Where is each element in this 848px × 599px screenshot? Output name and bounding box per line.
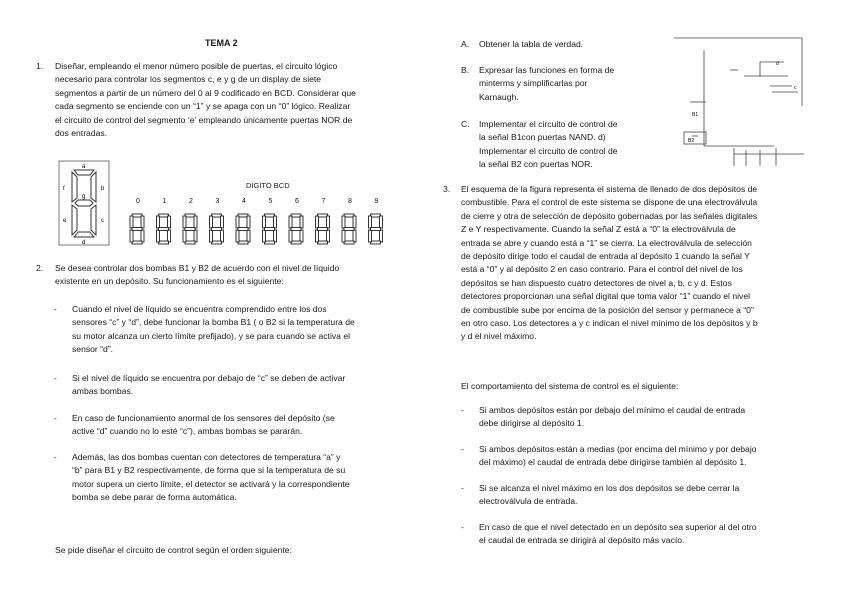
digit-segment xyxy=(221,230,224,242)
digit-segment xyxy=(141,230,144,242)
text-line: En caso de funcionamiento anormal de los sensores del depósito (se xyxy=(72,413,335,423)
digit-segment xyxy=(318,214,328,217)
exercise-3-bullet-2 xyxy=(479,443,824,470)
digit-segment xyxy=(210,216,213,228)
digit-segment xyxy=(369,230,372,242)
text-line: Si se alcanza el nivel máximo en los dos depósitos se debe cerrar la xyxy=(479,483,740,493)
text-line: de cierre y otra de selección de depósito gobernadas por las señales digitales xyxy=(461,210,758,221)
text-line: Además, las dos bombas cuentan con detectores de temperatura “a” y xyxy=(72,452,341,462)
digit-segment xyxy=(265,214,275,217)
diagram-label-d: d xyxy=(776,61,779,67)
text-line: El esquema de la figura representa el sistema de llenado de dos depósitos de xyxy=(461,184,758,194)
bullet-dash: - xyxy=(461,444,464,454)
digit-segment xyxy=(157,216,160,228)
text-line: sensores “c” y “d”, debe funcionar la bomba B1 ( o B2 si la temperatura de xyxy=(72,317,355,328)
segment-a xyxy=(74,170,94,175)
exercise-2-intro xyxy=(55,262,410,289)
bullet-dash: - xyxy=(461,483,464,493)
text-line: ambas bombas. xyxy=(72,386,134,397)
digit-label: 7 xyxy=(321,198,326,205)
digit-segment xyxy=(263,216,266,228)
digit-segment xyxy=(141,216,144,228)
segment-g xyxy=(75,200,93,206)
digit-label: 4 xyxy=(242,198,246,205)
digit-segment xyxy=(168,230,171,242)
digit-caption: DIGITO BCD xyxy=(246,181,290,190)
exercise-3-paragraph xyxy=(461,183,823,344)
digit-segment xyxy=(291,228,301,231)
text-line: del máximo) el caudal de entrada debe dirigirse también al depósito 1. xyxy=(479,457,747,468)
exercise-1-text xyxy=(55,60,410,140)
digit-segment xyxy=(327,230,330,242)
digit-segment xyxy=(159,241,169,244)
digit-label: 2 xyxy=(189,198,193,205)
text-line: Karnaugh. xyxy=(479,91,519,102)
digit-label: 6 xyxy=(295,198,299,205)
bullet-dash: - xyxy=(461,405,464,415)
digit-segment xyxy=(183,230,186,242)
text-line: Obtener la tabla de verdad. xyxy=(479,39,584,49)
digit-segment xyxy=(274,230,277,242)
digit-segment xyxy=(168,216,171,228)
bcd-digit xyxy=(157,214,171,244)
bcd-digit xyxy=(236,214,250,244)
digit-segment xyxy=(247,216,250,228)
text-line: de depósito dirige todo el caudal de entrada al depósito 1 cuando la señal Y xyxy=(461,251,750,262)
digit-segment xyxy=(265,241,275,244)
text-line: Implementar el circuito de control de xyxy=(479,145,618,156)
bullet-dash: - xyxy=(54,373,57,383)
digit-segment xyxy=(194,230,197,242)
digit-segment xyxy=(344,228,354,231)
diagram-label-b1: B1 xyxy=(692,112,699,118)
text-line: Z e Y respectivamente. Cuando la señal Z está a “0” la electroválvula de xyxy=(461,224,736,235)
digit-segment xyxy=(159,228,169,231)
exercise-3-bullet-1 xyxy=(479,404,824,431)
digit-segment xyxy=(132,228,142,231)
step-c-label: C. xyxy=(461,119,470,129)
digit-segment xyxy=(221,216,224,228)
text-line: necesario para controlar los segmentos c, e y g de un display de siete xyxy=(55,74,322,85)
text-line: en otro caso. Los detectores a y c indican el nivel mínimo de los depósitos y b xyxy=(461,318,758,329)
digit-segment xyxy=(318,228,328,231)
text-line: cada segmento se enciende con un “1” y se apaga con un “0” lógico. Realizar xyxy=(55,101,351,112)
digit-segment xyxy=(344,214,354,217)
text-line: Implementar el circuito de control de xyxy=(479,119,618,129)
digit-segment xyxy=(265,228,275,231)
digit-segment xyxy=(185,241,195,244)
digit-segment xyxy=(380,230,383,242)
seven-segment-figure xyxy=(58,160,110,246)
digit-segment xyxy=(132,214,142,217)
digit-segment xyxy=(327,216,330,228)
text-line: su motor alcanza un cierto límite prefijado), y se para cuando se activa el xyxy=(72,330,351,341)
digit-label: 5 xyxy=(268,198,273,205)
text-line: Cuando el nivel de líquido se encuentra comprendido entre los dos xyxy=(72,304,327,314)
bcd-digit xyxy=(289,214,303,244)
digit-segment xyxy=(212,214,222,217)
diagram-label-b2: B2 xyxy=(688,138,695,144)
digit-label: 0 xyxy=(136,198,140,205)
digit-segment xyxy=(238,228,248,231)
text-line: de combustible sube por encima de la posición del sensor y permanece a “0” xyxy=(461,304,754,315)
text-line: y d el nivel máximo. xyxy=(461,331,537,342)
digit-segment xyxy=(291,214,301,217)
segment-label: a xyxy=(82,164,86,170)
segment-label: b xyxy=(101,186,105,192)
text-line: detectores proporcionan una señal digital que toma valor “1” cuando el nivel xyxy=(461,291,751,302)
text-line: Se desea controlar dos bombas B1 y B2 de acuerdo con el nivel de líquido xyxy=(55,263,340,273)
digit-segment xyxy=(291,241,301,244)
bcd-digit xyxy=(263,214,277,244)
text-line: el caudal de entrada se dirigirá al depósito más vacío. xyxy=(479,535,685,546)
text-line: motor supera un cierto límite, el detector se activará y la correspondiente xyxy=(72,478,350,489)
exercise-2-bullet-1 xyxy=(72,303,412,357)
digit-segment xyxy=(316,216,319,228)
digit-segment xyxy=(300,216,303,228)
text-line: Expresar las funciones en forma de xyxy=(479,65,615,75)
step-a-label: A. xyxy=(461,39,470,49)
digit-segment xyxy=(371,241,381,244)
digit-segment xyxy=(212,228,222,231)
digit-segment xyxy=(353,230,356,242)
digit-segment xyxy=(289,216,292,228)
text-line: Si ambos depósitos están por debajo del mínimo el caudal de entrada xyxy=(479,405,746,415)
bullet-dash: - xyxy=(54,452,57,462)
segment-label: d xyxy=(82,240,86,246)
bullet-dash: - xyxy=(54,304,57,314)
segment-d xyxy=(74,232,94,237)
exercise-1-number: 1. xyxy=(36,61,44,71)
step-c-text xyxy=(479,118,679,172)
text-line: la señal B1con puertas NAND. d) xyxy=(479,132,606,143)
segment-label: f xyxy=(63,186,65,192)
bcd-digit xyxy=(316,214,330,244)
text-line: dos entradas. xyxy=(55,128,108,139)
segment-label: c xyxy=(101,218,104,224)
text-line: “b” para B1 y B2 respectivamente, de forma que si la temperatura de su xyxy=(72,465,346,476)
digit-segment xyxy=(247,230,250,242)
step-a-text xyxy=(479,38,679,51)
digit-segment xyxy=(132,241,142,244)
exercise-2-number: 2. xyxy=(36,263,44,273)
digit-segment xyxy=(238,241,248,244)
text-line: Si ambos depósitos están a medias (por encima del mínimo y por debajo xyxy=(479,444,757,454)
segment-label: e xyxy=(63,218,67,224)
text-line: bomba se debe parar de forma automática. xyxy=(72,492,237,503)
exercise-3-bullet-4 xyxy=(479,521,824,548)
segment-f xyxy=(72,172,77,202)
digit-segment xyxy=(318,241,328,244)
digit-segment xyxy=(236,230,239,242)
digit-segment xyxy=(353,216,356,228)
segment-e xyxy=(72,205,77,235)
segment-label: g xyxy=(82,194,86,200)
digit-segment xyxy=(274,216,277,228)
exercise-3-bullet-3 xyxy=(479,482,824,509)
step-b-label: B. xyxy=(461,65,470,75)
digit-label: 8 xyxy=(348,198,352,205)
text-line: depósitos se han dispuesto cuatro detectores de nivel a, b, c y d. Estos xyxy=(461,277,732,288)
digit-segment xyxy=(371,214,381,217)
digit-segment xyxy=(157,230,160,242)
exercise-3-number: 3. xyxy=(443,184,451,194)
digit-segment xyxy=(289,230,292,242)
step-b-text xyxy=(479,64,679,104)
digit-segment xyxy=(210,230,213,242)
digit-segment xyxy=(316,230,319,242)
digit-segment xyxy=(194,216,197,228)
digit-segment xyxy=(380,216,383,228)
bcd-digit xyxy=(210,214,224,244)
digit-label: 3 xyxy=(215,198,220,205)
text-line: entrada se abre y cuando está a “1” se cierra. La electroválvula de selección xyxy=(461,237,752,248)
digit-segment xyxy=(159,214,169,217)
digit-segment xyxy=(185,214,195,217)
exercise-2-bullet-4 xyxy=(72,451,417,505)
text-line: el circuito de control del segmento ‘e’ empleando únicamente puertas NOR de xyxy=(55,114,353,125)
bullet-dash: - xyxy=(54,413,57,423)
bcd-digit xyxy=(183,214,197,244)
digit-segment xyxy=(212,241,222,244)
tank-pumps-diagram xyxy=(664,36,814,176)
exercise-2-closing: Se pide diseñar el circuito de control según el orden siguiente: xyxy=(55,545,292,555)
text-line: sensor “d”. xyxy=(72,344,114,355)
digit-label: 9 xyxy=(374,198,379,205)
digit-segment xyxy=(185,228,195,231)
digit-segment xyxy=(130,216,133,228)
text-line: active “d” cuando no lo esté “c”), ambas bombas se pararán. xyxy=(72,426,303,437)
bcd-digit xyxy=(130,214,144,244)
digit-segment xyxy=(300,230,303,242)
digit-segment xyxy=(238,214,248,217)
digit-label: 1 xyxy=(162,198,167,205)
digit-segment xyxy=(342,216,345,228)
digit-segment xyxy=(371,228,381,231)
text-line: existente en un depósito. Su funcionamiento es el siguiente: xyxy=(55,276,284,287)
text-line: Diseñar, empleando el menor número posible de puertas, el circuito lógico xyxy=(55,61,338,71)
digit-segment xyxy=(130,230,133,242)
exercise-2-bullet-3 xyxy=(72,412,412,439)
text-line: está a “0” y al depósito 2 en caso contrario. Para el control del nivel de los xyxy=(461,264,743,275)
text-line: debe dirigirse al depósito 1. xyxy=(479,418,585,429)
exercise-2-bullet-2 xyxy=(72,372,412,399)
page-title: TEMA 2 xyxy=(205,38,238,48)
segment-c xyxy=(91,205,96,235)
segment-b xyxy=(91,172,96,202)
text-line: electroválvula de entrada. xyxy=(479,496,578,507)
text-line: minterms y simplificarlas por xyxy=(479,78,588,89)
digit-segment xyxy=(342,230,345,242)
bullet-dash: - xyxy=(461,522,464,532)
digit-segment xyxy=(369,216,372,228)
text-line: segmentos a partir de un número del 0 al 9 codificado en BCD. Considerar que xyxy=(55,87,356,98)
bcd-digit xyxy=(369,214,383,244)
text-line: En caso de que el nivel detectado en un depósito sea superior al del otro xyxy=(479,522,757,532)
bcd-digit xyxy=(342,214,356,244)
bcd-digits-row xyxy=(126,190,394,250)
text-line: Si el nivel de líquido se encuentra por debajo de “c” se deben de activar xyxy=(72,373,346,383)
digit-segment xyxy=(344,241,354,244)
diagram-label-c: c xyxy=(794,85,797,91)
digit-segment xyxy=(236,216,239,228)
exercise-3-behavior: El comportamiento del sistema de control es el siguiente: xyxy=(461,381,679,391)
text-line: la señal B2 con puertas NOR. xyxy=(479,159,593,170)
digit-segment xyxy=(263,230,266,242)
text-line: combustible. Para el control de este sistema se dispone de una electroválvula xyxy=(461,197,758,208)
digit-segment xyxy=(183,216,186,228)
